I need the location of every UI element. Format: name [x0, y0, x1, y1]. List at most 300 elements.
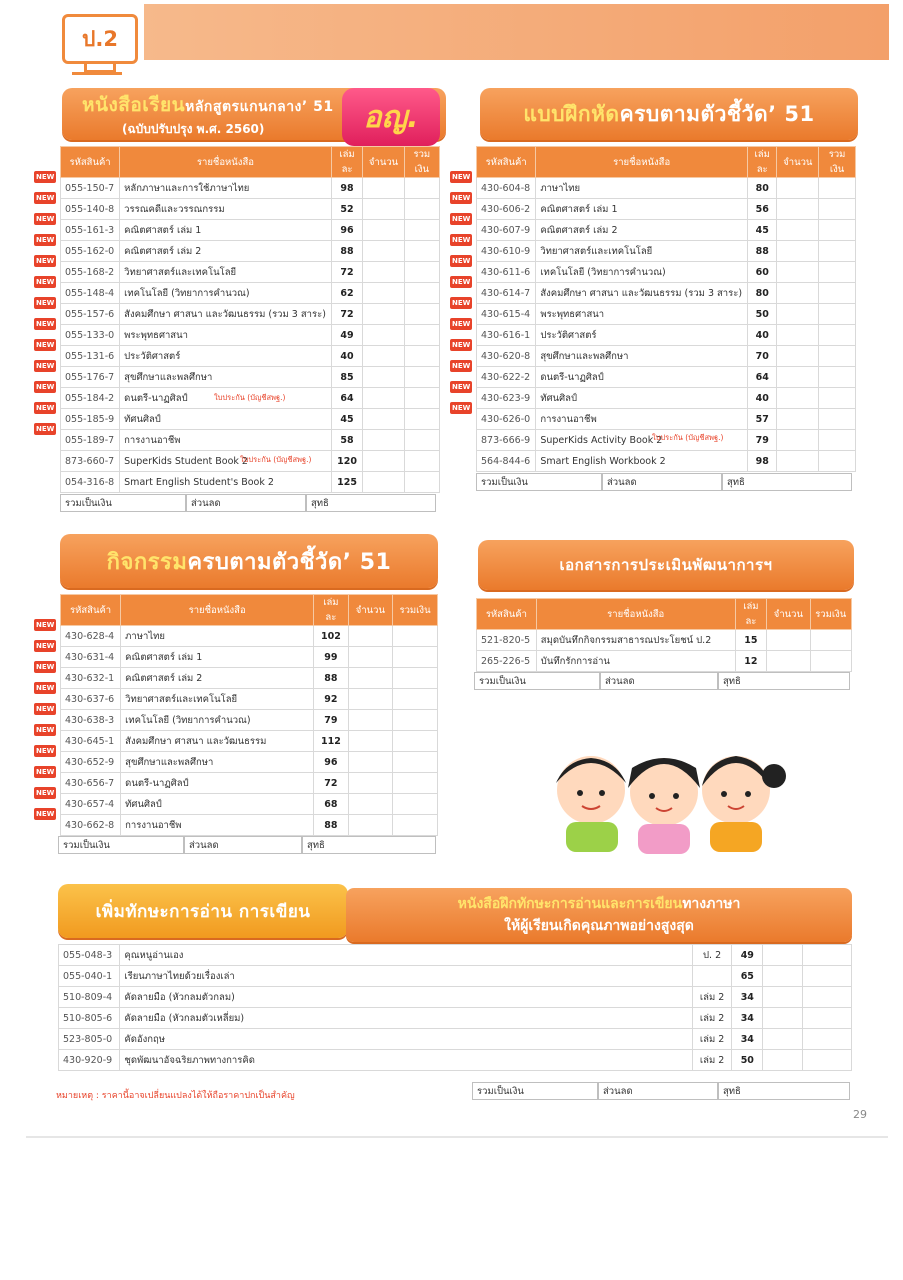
total-cell[interactable] [819, 283, 856, 304]
new-badge: NEW [36, 257, 55, 265]
product-code: 430-604-8 [477, 178, 536, 199]
quantity-cell[interactable] [777, 304, 819, 325]
total-cell[interactable] [393, 773, 438, 794]
new-badge: NEW [452, 320, 471, 328]
unit-price: 15 [735, 630, 767, 651]
column-header: รหัสสินค้า [61, 595, 121, 626]
kid-middle [628, 758, 700, 854]
total-cell[interactable] [404, 304, 439, 325]
quantity-cell[interactable] [363, 241, 404, 262]
total-cell[interactable] [810, 630, 851, 651]
sum-total-field[interactable]: รวมเป็นเงิน [60, 494, 186, 512]
table-row [61, 409, 440, 430]
unit-price: 12 [735, 651, 767, 672]
table-row [59, 1050, 852, 1071]
new-badge: NEW [36, 236, 55, 244]
product-code: 430-657-4 [61, 794, 121, 815]
total-cell[interactable] [404, 199, 439, 220]
column-header: จำนวน [777, 147, 819, 178]
book-title: คัดอังกฤษ [120, 1029, 693, 1050]
total-cell[interactable] [819, 367, 856, 388]
quantity-cell[interactable] [777, 346, 819, 367]
new-badge: NEW [452, 236, 471, 244]
new-badge: NEW [36, 341, 55, 349]
unit-price: 125 [331, 472, 363, 493]
total-cell[interactable] [810, 651, 851, 672]
unit-price: 79 [747, 430, 776, 451]
total-cell[interactable] [393, 710, 438, 731]
product-code: 430-638-3 [61, 710, 121, 731]
total-cell[interactable] [802, 966, 851, 987]
table-row [477, 630, 852, 651]
section1-title-b: หลักสูตรแกนกลาง’ 51 [185, 98, 334, 115]
table-row [61, 731, 438, 752]
unit-price: 88 [747, 241, 776, 262]
book-title: ประวัติศาสตร์ [120, 346, 332, 367]
book-title: พระพุทธศาสนา [120, 325, 332, 346]
quantity-cell[interactable] [348, 626, 392, 647]
total-cell[interactable] [802, 987, 851, 1008]
product-code: 055-162-0 [61, 241, 120, 262]
table-row [61, 647, 438, 668]
book-title: พระพุทธศาสนา [536, 304, 748, 325]
monitor-base-decor [72, 72, 122, 75]
new-badge: NEW [452, 362, 471, 370]
product-code: 265-226-5 [477, 651, 537, 672]
table-row [477, 367, 856, 388]
product-code: 055-168-2 [61, 262, 120, 283]
quantity-cell[interactable] [763, 1050, 802, 1071]
book-title: สุขศึกษาและพลศึกษา [121, 752, 314, 773]
product-code: 430-614-7 [477, 283, 536, 304]
total-cell[interactable] [404, 451, 439, 472]
table-row [477, 325, 856, 346]
column-header: จำนวน [767, 599, 810, 630]
quantity-cell[interactable] [777, 199, 819, 220]
total-cell[interactable] [802, 945, 851, 966]
unit-price: 64 [331, 388, 363, 409]
quantity-cell[interactable] [363, 199, 404, 220]
section3-title-a: กิจกรรม [106, 549, 188, 575]
total-cell[interactable] [802, 1029, 851, 1050]
product-code: 430-631-4 [61, 647, 121, 668]
total-cell[interactable] [819, 304, 856, 325]
unit-price: 80 [747, 178, 776, 199]
product-code: 430-623-9 [477, 388, 536, 409]
total-cell[interactable] [819, 388, 856, 409]
total-cell[interactable] [393, 626, 438, 647]
total-cell[interactable] [404, 388, 439, 409]
book-title: วรรณคดีและวรรณกรรม [120, 199, 332, 220]
new-badge: NEW [36, 789, 55, 797]
quantity-cell[interactable] [348, 689, 392, 710]
column-header: รายชื่อหนังสือ [120, 147, 332, 178]
unit-price: 40 [747, 388, 776, 409]
quantity-cell[interactable] [777, 178, 819, 199]
kids-illustration [536, 738, 792, 860]
book-title: สุขศึกษาและพลศึกษา [120, 367, 332, 388]
unit-price: 72 [331, 304, 363, 325]
quantity-cell[interactable] [777, 430, 819, 451]
unit-price: 72 [314, 773, 349, 794]
discount-field[interactable]: ส่วนลด [602, 473, 722, 491]
new-badge: NEW [36, 684, 55, 692]
table-row [61, 626, 438, 647]
new-badge: NEW [452, 173, 471, 181]
total-cell[interactable] [404, 430, 439, 451]
product-code: 430-920-9 [59, 1050, 120, 1071]
unit-price: 98 [747, 451, 776, 472]
product-code: 055-176-7 [61, 367, 120, 388]
quantity-cell[interactable] [777, 283, 819, 304]
product-code: 430-626-0 [477, 409, 536, 430]
total-cell[interactable] [819, 430, 856, 451]
unit-price: 96 [331, 220, 363, 241]
unit-price: 68 [314, 794, 349, 815]
book-title: สังคมศึกษา ศาสนา และวัฒนธรรม [121, 731, 314, 752]
new-badge: NEW [36, 320, 55, 328]
product-code: 055-148-4 [61, 283, 120, 304]
oy-publisher-badge: อญ. [342, 88, 440, 146]
section1-sum-row [60, 494, 436, 512]
total-cell[interactable] [404, 346, 439, 367]
section4-table [476, 598, 852, 672]
table-row [477, 220, 856, 241]
book-title: การงานอาชีพ [536, 409, 748, 430]
section4-banner [478, 540, 854, 590]
book-title: ภาษาไทย [121, 626, 314, 647]
quantity-cell[interactable] [363, 430, 404, 451]
new-badge: NEW [36, 705, 55, 713]
discount-field[interactable]: ส่วนลด [184, 836, 302, 854]
book-title: ทัศนศิลป์ [121, 794, 314, 815]
section3-table [60, 594, 438, 836]
total-cell[interactable] [819, 409, 856, 430]
table-row [477, 451, 856, 472]
product-code: 055-184-2 [61, 388, 120, 409]
product-code: 055-150-7 [61, 178, 120, 199]
product-code: 430-607-9 [477, 220, 536, 241]
product-code: 521-820-5 [477, 630, 537, 651]
column-header: รวมเงิน [819, 147, 856, 178]
total-cell[interactable] [404, 241, 439, 262]
unit-price: 64 [747, 367, 776, 388]
product-code: 055-185-9 [61, 409, 120, 430]
sum-total-field[interactable]: รวมเป็นเงิน [476, 473, 602, 491]
table-row [61, 241, 440, 262]
book-title: คณิตศาสตร์ เล่ม 1 [120, 220, 332, 241]
table-row [61, 325, 440, 346]
total-cell[interactable] [802, 1050, 851, 1071]
quantity-cell[interactable] [363, 346, 404, 367]
book-title: วิทยาศาสตร์และเทคโนโลยี [536, 241, 748, 262]
product-code: 430-645-1 [61, 731, 121, 752]
table-row [477, 304, 856, 325]
unit-price: 52 [331, 199, 363, 220]
product-code: 055-048-3 [59, 945, 120, 966]
total-cell[interactable] [819, 199, 856, 220]
section5-tagline [346, 888, 852, 942]
quantity-cell[interactable] [348, 815, 392, 836]
table-row [59, 966, 852, 987]
unit-price: 60 [747, 262, 776, 283]
book-title: ดนตรี-นาฏศิลป์ [536, 367, 748, 388]
new-badge: NEW [36, 726, 55, 734]
total-cell[interactable] [819, 325, 856, 346]
product-code: 873-666-9 [477, 430, 536, 451]
quantity-cell[interactable] [777, 325, 819, 346]
new-badge: NEW [36, 215, 55, 223]
product-code: 430-611-6 [477, 262, 536, 283]
section1-subtitle: (ฉบับปรับปรุง พ.ศ. 2560) [122, 121, 265, 136]
column-header: รวมเงิน [393, 595, 438, 626]
product-code: 523-805-0 [59, 1029, 120, 1050]
section2-banner [480, 88, 858, 140]
table-row [59, 987, 852, 1008]
table-row [59, 1008, 852, 1029]
total-cell[interactable] [404, 472, 439, 493]
table-row [61, 472, 440, 493]
product-code: 055-161-3 [61, 220, 120, 241]
quantity-cell[interactable] [777, 220, 819, 241]
product-code: 055-157-6 [61, 304, 120, 325]
net-field[interactable]: สุทธิ [306, 494, 436, 512]
level-label: เล่ม 2 [692, 987, 731, 1008]
new-badge: NEW [36, 278, 55, 286]
quantity-cell[interactable] [348, 668, 392, 689]
column-header: รหัสสินค้า [477, 147, 536, 178]
product-code: 430-610-9 [477, 241, 536, 262]
quantity-cell[interactable] [363, 304, 404, 325]
quantity-cell[interactable] [763, 1008, 802, 1029]
unit-price: 49 [331, 325, 363, 346]
quantity-cell[interactable] [363, 325, 404, 346]
discount-field[interactable]: ส่วนลด [598, 1082, 718, 1100]
total-cell[interactable] [393, 752, 438, 773]
table-row [59, 1029, 852, 1050]
total-cell[interactable] [819, 220, 856, 241]
quantity-cell[interactable] [763, 945, 802, 966]
total-cell[interactable] [393, 731, 438, 752]
table-row [61, 752, 438, 773]
total-cell[interactable] [404, 325, 439, 346]
total-cell[interactable] [819, 178, 856, 199]
new-badge: NEW [36, 621, 55, 629]
unit-price: 88 [314, 815, 349, 836]
quantity-cell[interactable] [763, 987, 802, 1008]
column-header: รายชื่อหนังสือ [536, 599, 735, 630]
total-cell[interactable] [819, 346, 856, 367]
total-cell[interactable] [802, 1008, 851, 1029]
quantity-cell[interactable] [363, 388, 404, 409]
book-title: Smart English Workbook 2 [536, 451, 748, 472]
total-cell[interactable] [404, 409, 439, 430]
quantity-cell[interactable] [348, 731, 392, 752]
guarantee-note-superkids: ใบประกัน (บัญชีสพฐ.) [240, 455, 312, 464]
table-header-row [61, 147, 440, 178]
sum-total-field[interactable]: รวมเป็นเงิน [58, 836, 184, 854]
unit-price: 45 [331, 409, 363, 430]
book-title: เทคโนโลยี (วิทยาการคำนวณ) [120, 283, 332, 304]
top-decor-band [144, 4, 889, 60]
sum-total-field[interactable]: รวมเป็นเงิน [474, 672, 600, 690]
book-title: ดนตรี-นาฏศิลป์ [121, 773, 314, 794]
quantity-cell[interactable] [363, 409, 404, 430]
unit-price: 80 [747, 283, 776, 304]
total-cell[interactable] [404, 220, 439, 241]
total-cell[interactable] [393, 647, 438, 668]
column-header: เล่มละ [735, 599, 767, 630]
book-title: วิทยาศาสตร์และเทคโนโลยี [120, 262, 332, 283]
unit-price: 62 [331, 283, 363, 304]
net-field[interactable]: สุทธิ [718, 1082, 850, 1100]
quantity-cell[interactable] [363, 178, 404, 199]
net-field[interactable]: สุทธิ [718, 672, 850, 690]
book-title: การงานอาชีพ [121, 815, 314, 836]
new-badge: NEW [36, 173, 55, 181]
quantity-cell[interactable] [363, 451, 404, 472]
quantity-cell[interactable] [767, 630, 810, 651]
section2-sum-row [476, 473, 852, 491]
quantity-cell[interactable] [777, 409, 819, 430]
product-code: 430-622-2 [477, 367, 536, 388]
new-badge: NEW [36, 642, 55, 650]
product-code: 430-656-7 [61, 773, 121, 794]
quantity-cell[interactable] [363, 262, 404, 283]
quantity-cell[interactable] [767, 651, 810, 672]
quantity-cell[interactable] [363, 220, 404, 241]
section4-title: เอกสารการประเมินพัฒนาการฯ [559, 556, 773, 574]
unit-price: 40 [331, 346, 363, 367]
total-cell[interactable] [393, 689, 438, 710]
table-row [61, 367, 440, 388]
table-row [477, 651, 852, 672]
new-badge: NEW [36, 663, 55, 671]
product-code: 055-133-0 [61, 325, 120, 346]
new-badge: NEW [36, 299, 55, 307]
new-badge: NEW [452, 299, 471, 307]
total-cell[interactable] [819, 241, 856, 262]
product-code: 055-040-1 [59, 966, 120, 987]
unit-price: 112 [314, 731, 349, 752]
unit-price: 99 [314, 647, 349, 668]
quantity-cell[interactable] [348, 794, 392, 815]
level-label [692, 966, 731, 987]
total-cell[interactable] [404, 178, 439, 199]
product-code: 510-809-4 [59, 987, 120, 1008]
total-cell[interactable] [819, 451, 856, 472]
quantity-cell[interactable] [348, 773, 392, 794]
quantity-cell[interactable] [777, 241, 819, 262]
unit-price: 120 [331, 451, 363, 472]
unit-price: 88 [331, 241, 363, 262]
table-row [477, 283, 856, 304]
product-code: 430-628-4 [61, 626, 121, 647]
book-title: เทคโนโลยี (วิทยาการคำนวณ) [536, 262, 748, 283]
quantity-cell[interactable] [348, 647, 392, 668]
section5-tagline-c: ให้ผู้เรียนเกิดคุณภาพอย่างสูงสุด [504, 918, 694, 934]
new-badge: NEW [36, 362, 55, 370]
total-cell[interactable] [393, 815, 438, 836]
table-row [61, 430, 440, 451]
book-title: SuperKids Student Book 2 [120, 451, 332, 472]
guarantee-note: ใบประกัน (บัญชีสพฐ.) [652, 433, 724, 442]
quantity-cell[interactable] [348, 752, 392, 773]
table-row [61, 199, 440, 220]
quantity-cell[interactable] [363, 283, 404, 304]
level-label: เล่ม 2 [692, 1008, 731, 1029]
book-title: ดนตรี-นาฏศิลป์ [120, 388, 332, 409]
total-cell[interactable] [404, 262, 439, 283]
product-code: 430-637-6 [61, 689, 121, 710]
unit-price: 45 [747, 220, 776, 241]
book-title: สมุดบันทึกกิจกรรมสาธารณประโยชน์ ป.2 [536, 630, 735, 651]
column-header: รหัสสินค้า [61, 147, 120, 178]
new-badge: NEW [452, 383, 471, 391]
grade-label: ป.2 [62, 14, 138, 64]
column-header: จำนวน [348, 595, 392, 626]
level-label: เล่ม 2 [692, 1050, 731, 1071]
total-cell[interactable] [404, 367, 439, 388]
total-cell[interactable] [404, 283, 439, 304]
quantity-cell[interactable] [363, 367, 404, 388]
quantity-cell[interactable] [777, 367, 819, 388]
table-row [61, 773, 438, 794]
new-badge: NEW [452, 194, 471, 202]
section2-table [476, 146, 856, 472]
net-field[interactable]: สุทธิ [302, 836, 436, 854]
column-header: รายชื่อหนังสือ [536, 147, 748, 178]
book-title: สังคมศึกษา ศาสนา และวัฒนธรรม (รวม 3 สาระ) [536, 283, 748, 304]
level-label: เล่ม 2 [692, 1029, 731, 1050]
section3-banner [60, 534, 438, 588]
section5-table [58, 944, 852, 1071]
total-cell[interactable] [819, 262, 856, 283]
table-row [61, 304, 440, 325]
discount-field[interactable]: ส่วนลด [186, 494, 306, 512]
section5-banner [58, 884, 348, 938]
product-code: 564-844-6 [477, 451, 536, 472]
quantity-cell[interactable] [763, 1029, 802, 1050]
table-row [477, 241, 856, 262]
page-number: 29 [853, 1108, 867, 1121]
column-header: จำนวน [363, 147, 404, 178]
sum-total-field[interactable]: รวมเป็นเงิน [472, 1082, 598, 1100]
quantity-cell[interactable] [777, 388, 819, 409]
table-row [477, 346, 856, 367]
table-header-row [477, 147, 856, 178]
table-header-row [477, 599, 852, 630]
unit-price: 92 [314, 689, 349, 710]
quantity-cell[interactable] [763, 966, 802, 987]
new-badge: NEW [452, 341, 471, 349]
table-row [61, 815, 438, 836]
quantity-cell[interactable] [777, 262, 819, 283]
table-row [61, 178, 440, 199]
quantity-cell[interactable] [348, 710, 392, 731]
quantity-cell[interactable] [777, 451, 819, 472]
book-title: ทัศนศิลป์ [536, 388, 748, 409]
discount-field[interactable]: ส่วนลด [600, 672, 718, 690]
unit-price: 65 [732, 966, 763, 987]
product-code: 430-620-8 [477, 346, 536, 367]
total-cell[interactable] [393, 794, 438, 815]
book-title: คณิตศาสตร์ เล่ม 1 [536, 199, 748, 220]
quantity-cell[interactable] [363, 472, 404, 493]
total-cell[interactable] [393, 668, 438, 689]
book-title: SuperKids Activity Book 2 [536, 430, 748, 451]
net-field[interactable]: สุทธิ [722, 473, 852, 491]
